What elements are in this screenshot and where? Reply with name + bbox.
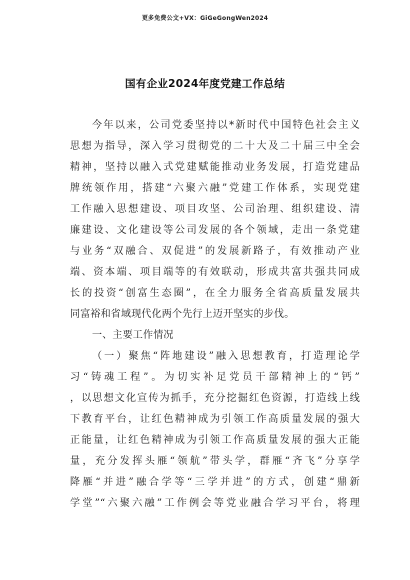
body-line: 下教育平台，让红色精神成为引领工作高质量发展的强大	[70, 414, 360, 425]
body-line: 工作融入思想建设、项目攻坚、公司治理、组织建设、清	[70, 204, 360, 215]
document-body	[70, 115, 360, 514]
body-line: 与业务“双融合、双促进”的发展新路子，有效推动产业	[70, 246, 360, 257]
body-line: 一、主要工作情况	[92, 330, 174, 341]
body-line: 降雁“并进”融合学等“三学并进”的方式，创建“鼎新	[70, 477, 360, 488]
body-line: 廉建设、文化建设等公司发展的各个领域，走出一条党建	[70, 225, 360, 236]
body-line: 端、资本端、项目端等的有效联动，形成共富共强共同成	[70, 267, 360, 278]
body-line: 同富裕和省域现代化两个先行上迈开坚实的步伐。	[70, 309, 295, 320]
body-line: （一）聚焦“阵地建设”融入思想教育，打造理论学	[92, 351, 360, 362]
body-line: 思想为指导，深入学习贯彻党的二十大及二十届三中全会	[70, 141, 360, 152]
body-line: 正能量，让红色精神成为引领工作高质量发展的强大正能	[70, 435, 360, 446]
body-line: 量，充分发挥头雁“领航”带头学，群雁“齐飞”分享学	[70, 456, 360, 467]
body-line: 长的投资“创富生态圈”，在全力服务全省高质量发展共	[70, 288, 360, 299]
body-line: 今年以来，公司党委坚持以*新时代中国特色社会主义	[92, 120, 360, 131]
document-title: 国有企业2024年度党建工作总结	[124, 78, 286, 90]
body-line: ，以思想文化宣传为抓手，充分挖掘红色资源，打造线上线	[70, 393, 360, 404]
body-line: 精神，坚持以融入式党建赋能推动业务发展，打造党建品	[70, 162, 360, 173]
header-note: 更多免费公文+VX：GiGeGongWen2024	[141, 15, 269, 22]
body-line: 学堂”“六聚六融”工作例会等党业融合学习平台，将理	[70, 498, 360, 509]
body-line: 习“铸魂工程”。为切实补足党员干部精神上的“钙”	[70, 372, 360, 383]
body-line: 牌统领作用，搭建“六聚六融”党建工作体系，实现党建	[70, 183, 360, 194]
